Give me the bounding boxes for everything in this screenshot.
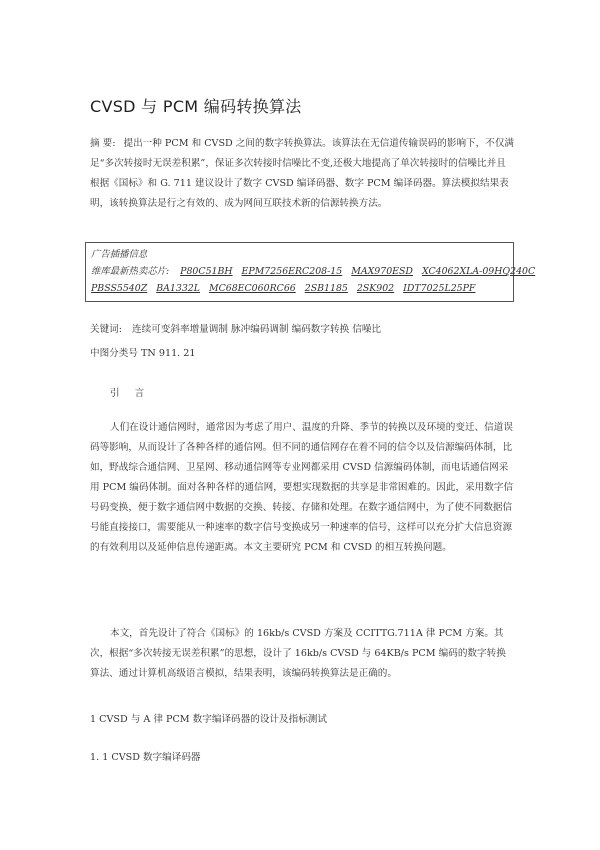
chip-link[interactable]: PBSS5540Z xyxy=(91,283,148,294)
body-paragraph-1: 人们在设计通信网时，通常因为考虑了用户、温度的升降、季节的转换以及环境的变迁、信道误码等影响，从而设计了各种各样的通信网。但不同的通信网存在着不同的信令以及信源编码体制，比如，野战综合通信网、卫星网、移动通信网等专业网都采用 CVSD 信源编码体制，而电话通信网采用 PCM 编码体制。面对各种各样的通信网，要想实现数据的共享是非常困难的。因此，采用数字信号码变换，便于数字通信网中数据的交换、转接、存储和处理。在数字通信网中，为了使不同数据信号能直接接口，需要能从一种速率的数字信号变换成另一种速率的信号，这样可以充分扩大信息资源的有效利用以及延伸信息传递距离。本文主要研究 PCM 和 CVSD 的相互转换问题。 xyxy=(90,422,514,553)
section-heading-1-1: 1. 1 CVSD 数字编译码器 xyxy=(90,752,201,763)
intro-heading: 引 言 xyxy=(110,388,151,399)
chip-link[interactable]: 2SK902 xyxy=(356,283,395,294)
abstract-text: 提出一种 PCM 和 CVSD 之间的数字转换算法。该算法在无信道传输误码的影响下，不仅满足“多次转接时无误差积累”，保证多次转接时信噪比不变,还极大地提高了单次转接时的信噪比并且根据《国标》和 G. 711 建议设计了数字 CVSD 编译码器、数字 PCM 编译码器。算法模拟结果表明，该转换算法是行之有效的、成为网间互联技术新的信源转换方法。 xyxy=(90,138,515,209)
section-heading-1: 1 CVSD 与 A 律 PCM 数字编译码器的设计及指标测试 xyxy=(90,714,327,725)
ad-chips-line-1 xyxy=(91,263,536,280)
chip-link[interactable]: MC68EC060RC66 xyxy=(208,283,296,294)
body-paragraph-2: 本文，首先设计了符合《国标》的 16kb/s CVSD 方案及 CCITTG.711A 律 PCM 方案。其次，根据“多次转接无误差积累”的思想，设计了 16kb/s CVSD 与 64KB/s PCM 编码的数字转换算法、通过计算机高级语言模拟，结果表明，该编码转换算法是正确的。 xyxy=(90,628,506,679)
ad-chips-line-2 xyxy=(91,280,508,297)
chip-link[interactable]: EPM7256ERC208-15 xyxy=(241,266,343,277)
ad-chips-label: 维库最新热卖芯片: xyxy=(91,266,170,277)
chip-link[interactable]: BA1332L xyxy=(156,283,200,294)
page-title: CVSD 与 PCM 编码转换算法 xyxy=(90,97,302,116)
classification-number: 中图分类号 TN 911. 21 xyxy=(90,348,196,359)
chip-link[interactable]: 2SB1185 xyxy=(304,283,348,294)
abstract xyxy=(90,134,515,214)
keywords xyxy=(90,322,381,338)
ad-box xyxy=(85,242,536,302)
keywords-text: 连续可变斜率增量调制 脉冲编码调制 编码数字转换 信噪比 xyxy=(132,324,382,335)
ad-heading: 广告插播信息 xyxy=(91,249,148,260)
chip-link[interactable]: P80C51BH xyxy=(180,266,233,277)
chip-link[interactable]: MAX970ESD xyxy=(351,266,413,277)
abstract-label: 摘 要: xyxy=(90,138,116,149)
keywords-label: 关键词: xyxy=(90,324,123,335)
chip-link[interactable]: XC4062XLA-09HQ240C xyxy=(421,266,536,277)
chip-link[interactable]: IDT7025L25PF xyxy=(403,283,476,294)
